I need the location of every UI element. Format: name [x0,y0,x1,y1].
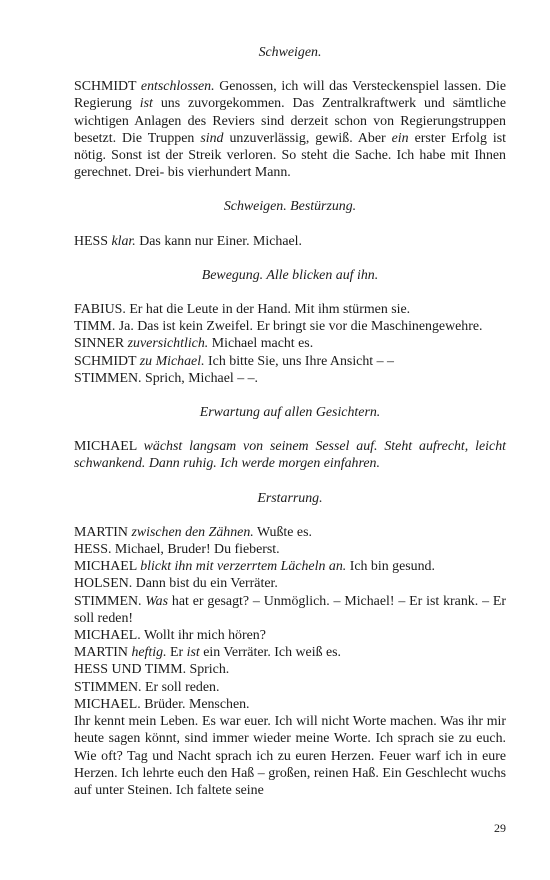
dialogue-paragraph [74,78,506,181]
dialogue-line [74,353,506,370]
stage-direction: entschlossen. [140,79,215,95]
stage-direction: zuversichtlich. [127,336,209,352]
stage-direction-line: Schweigen. [258,45,322,60]
stage-direction: wächst langsam von seinem Sessel auf. Steht aufrecht, leicht schwankend. Dann ruhig. [74,439,506,472]
dialogue-line [74,679,506,696]
dialogue-line [74,575,506,592]
text-run: HESS UND TIMM. Sprich. [74,662,230,678]
dialogue-line [74,301,506,318]
stage-direction: zwischen den Zähnen. [131,524,254,540]
text-run: Das kann nur Einer. Michael. [135,233,303,249]
text-run: hat er gesagt? – Unmöglich. – Michael! – Er ist krank. – Er soll reden! [74,593,506,626]
text-run: FABIUS. Er hat die Leute in der Hand. Mit ihm stürmen sie. [74,302,411,318]
text-run: MICHAEL [74,439,144,455]
stage-direction-line: Schweigen. Bestürzung. [223,199,357,215]
text-run: unzuverlässig, gewiß. Aber [223,130,392,146]
dialogue-line [74,593,506,627]
text-run: Ich bin gesund. [346,559,435,575]
dialogue-line [74,696,506,713]
text-run: ein Verräter. Ich weiß es. [199,645,342,661]
text-run: Genossen, ich will das Versteckenspiel lassen. Die Regierung [74,79,506,112]
text-run: STIMMEN. Sprich, Michael – –. [74,370,259,386]
spacer [74,387,506,404]
spacer [74,216,506,233]
stage-direction: blickt ihn mit verzerrtem Lächeln an. [140,559,347,575]
spacer [74,284,506,301]
text-run: SCHMIDT [74,353,140,369]
text-run: Ihr kennt mein Leben. Es war euer. Ich will nicht Worte machen. Was ihr mir heute sagen könnt, sind immer wieder meine Worte. Ich sprach sie zu euch. Wie oft? Tag und Nacht sprach ich zu euren Herzen. Feuer warf ich in eure Herzen. Ich lehrte euch den Haß – großen, reinen Haß. Ein Geschlecht wuchs auf unter Steinen. Ich faltete seine [74,714,506,798]
text-run: erster Erfolg ist nötig. Sonst ist der Streik verloren. So steht die Sache. Ich habe mit Ihnen gerechnet. Drei- bis vierhundert Mann. [74,130,506,181]
page-number: 29 [494,821,506,835]
stage-direction: Was [145,593,169,609]
text-run: MARTIN [74,524,132,540]
text-page [74,44,506,799]
text-run: STIMMEN. [74,593,146,609]
dialogue-line [74,335,506,352]
text-run: SCHMIDT [74,79,141,95]
stage-direction-line: Erwartung auf allen Gesichtern. [199,405,381,421]
text-run: HOLSEN. Dann bist du ein Verräter. [74,576,278,592]
dialogue-paragraph [74,438,506,472]
text-run: TIMM. Ja. Das ist kein Zweifel. Er bringt sie vor die Maschinengewehre. [74,319,483,335]
spacer [74,181,506,198]
dialogue-line [74,627,506,644]
dialogue-line [74,370,506,387]
text-run: Michael macht es. [208,336,314,352]
spacer [74,61,506,78]
text-run: Ich bitte Sie, uns Ihre Ansicht – – [204,353,394,369]
text-run: uns zuvorgekommen. Das Zentralkraftwerk und sämtliche wichtigen Anlagen des Reviers sind derzeit schon von Regierungstruppen besetzt. Die Truppen [74,96,506,146]
text-run: HESS. Michael, Bruder! Du fieberst. [74,542,280,558]
text-run: SINNER [74,336,128,352]
stage-direction: ist [186,645,200,661]
spacer [74,473,506,490]
dialogue-paragraph [74,233,506,250]
text-run: MICHAEL. Brüder. Menschen. [74,696,250,712]
dialogue-line [74,644,506,661]
text-run: MICHAEL. Wollt ihr mich hören? [74,628,266,644]
dialogue-line [74,713,506,799]
stage-direction: heftig. [131,645,167,661]
dialogue-line [74,318,506,335]
text-run: MICHAEL [74,559,141,575]
spacer [74,421,506,438]
spacer [74,507,506,524]
stage-direction: ist [139,96,153,112]
stage-direction-line: Erstarrung. [257,490,323,506]
dialogue-line [74,524,506,541]
dialogue-line [74,541,506,558]
stage-direction: zu Michael. [139,353,205,369]
text-run: HESS [74,233,112,249]
text-run: MARTIN [74,645,132,661]
text-run: Wußte es. [253,524,312,540]
stage-direction: sind [200,130,224,146]
text-run: Er [166,645,187,661]
stage-direction: klar. [111,233,136,249]
stage-direction-line: Bewegung. Alle blicken auf ihn. [201,267,379,283]
dialogue-line [74,661,506,678]
spacer [74,250,506,267]
stage-direction: Ich werde morgen einfahren. [220,456,380,472]
text-run: STIMMEN. Er soll reden. [74,679,220,695]
dialogue-line [74,558,506,575]
stage-direction: ein [391,130,409,146]
